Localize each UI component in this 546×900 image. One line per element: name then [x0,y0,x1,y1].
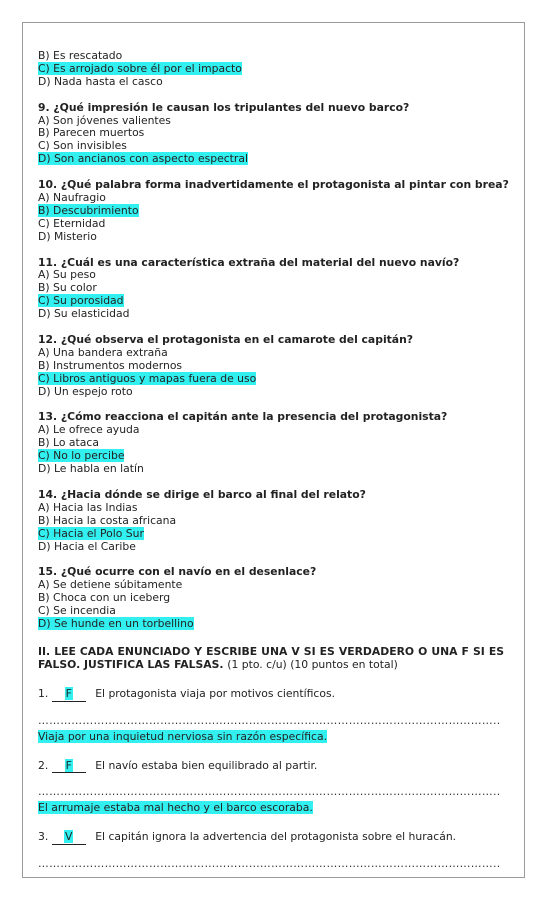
question-block [38,334,504,398]
tf-statement: El navío estaba bien equilibrado al partir. [95,758,318,772]
option: B) Hacia la costa africana [38,513,177,527]
option: B) Parecen muertos [38,126,145,140]
option: D) Hacia el Caribe [38,539,136,553]
tf-statement: El capitán ignora la advertencia del protagonista sobre el huracán. [95,830,457,844]
answer-blank[interactable] [52,831,86,845]
section-heading [38,645,504,672]
question-title: 15. ¿Qué ocurre con el navío en el desenlace? [38,565,317,579]
justification-dotted-line: …………………………………………………………………………………………………………….. [38,858,501,871]
option: A) Su peso [38,268,96,282]
justification-text: Viaja por una inquietud nerviosa sin razón específica. [38,729,328,743]
worksheet-content [38,49,509,871]
option: B) Es rescatado [38,49,123,62]
question-title: 12. ¿Qué observa el protagonista en el camarote del capitán? [38,333,414,347]
justification-dotted-line: …………………………………………………………………………………………………………….. [38,786,501,799]
question-block [38,566,504,630]
answer-mark: V [65,830,73,844]
tf-statement-row [38,831,504,845]
tf-statement: El protagonista viaja por motivos científicos. [95,686,336,700]
option: D) Un espejo roto [38,384,133,398]
option: D) Le habla en latín [38,462,144,476]
question-block [38,102,504,166]
option-correct: C) Su porosidad [38,294,124,308]
justification-dotted-line: …………………………………………………………………………………………………………….. [38,714,501,727]
option: B) Instrumentos modernos [38,358,183,372]
previous-question-options [38,50,504,89]
option: A) Le ofrece ayuda [38,423,140,437]
answer-mark: F [65,758,72,772]
answer-blank[interactable] [52,760,86,774]
justification-text: El arrumaje estaba mal hecho y el barco escoraba. [38,801,313,815]
question-title: 14. ¿Hacia dónde se dirige el barco al final del relato? [38,487,366,501]
true-false-item [38,760,504,816]
option: A) Hacia las Indias [38,500,138,514]
option: C) Son invisibles [38,139,127,153]
answer-blank[interactable] [52,688,86,702]
section-points: (1 pto. c/u) (10 puntos en total) [227,658,398,672]
option-correct: D) Son ancianos con aspecto espectral [38,152,248,166]
option-correct: B) Descubrimiento [38,203,139,217]
question-title: 11. ¿Cuál es una característica extraña del material del nuevo navío? [38,255,460,269]
true-false-item [38,688,504,744]
question-block [38,178,509,243]
option: A) Naufragio [38,191,106,205]
question-block [38,257,504,321]
option: D) Misterio [38,229,97,243]
tf-number: 2. [38,758,49,772]
question-block [38,489,504,553]
option: A) Son jóvenes valientes [38,113,171,127]
tf-statement-row [38,688,504,702]
option: A) Una bandera extraña [38,345,168,359]
option: C) Eternidad [38,216,106,230]
question-title: 13. ¿Cómo reacciona el capitán ante la presencia del protagonista? [38,410,448,424]
tf-statement-row [38,760,504,774]
option: C) Se incendia [38,604,116,618]
option: B) Su color [38,281,97,295]
tf-number: 3. [38,830,49,844]
true-false-item [38,831,504,871]
option: B) Choca con un iceberg [38,591,171,605]
tf-number: 1. [38,686,49,700]
question-block [38,411,504,475]
option: B) Lo ataca [38,436,99,450]
option-correct: C) No lo percibe [38,449,125,463]
option-correct: C) Es arrojado sobre él por el impacto [38,61,242,75]
answer-mark: F [65,686,72,700]
section-title: II. LEE CADA ENUNCIADO Y ESCRIBE UNA V SI ES VERDADERO O UNA F SI ES FALSO. JUSTIFICA LAS FALSAS. [38,644,504,672]
question-title: 10. ¿Qué palabra forma inadvertidamente el protagonista al pintar con brea? [38,178,509,192]
option: D) Nada hasta el casco [38,74,163,88]
option-correct: D) Se hunde en un torbellino [38,616,194,630]
question-title: 9. ¿Qué impresión le causan los tripulantes del nuevo barco? [38,100,410,114]
option: A) Se detiene súbitamente [38,578,183,592]
option-correct: C) Libros antiguos y mapas fuera de uso [38,371,257,385]
option: D) Su elasticidad [38,307,130,321]
option-correct: C) Hacia el Polo Sur [38,526,144,540]
